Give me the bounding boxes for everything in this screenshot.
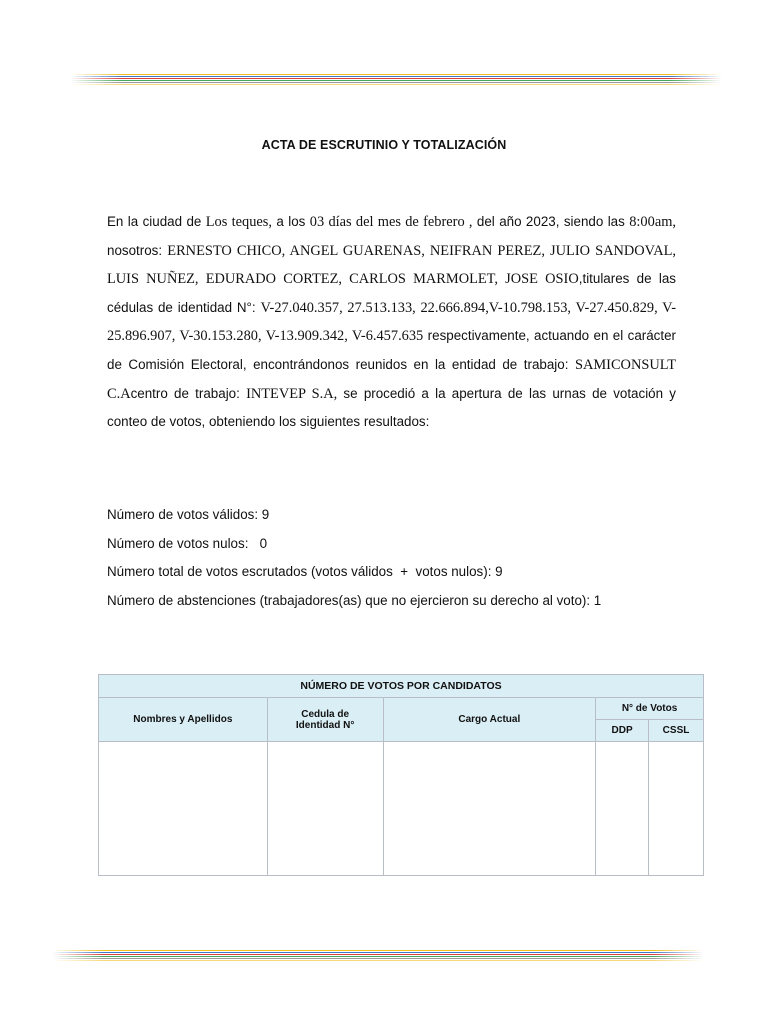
document-title: ACTA DE ESCRUTINIO Y TOTALIZACIÓN [261,138,507,152]
footer-decorative-stripes [52,950,704,964]
table-row [99,742,704,876]
null-votes-line: Número de votos nulos: 0 [107,535,268,551]
table-cell-id [267,742,383,876]
body-paragraph: En la ciudad de Los teques, a los 03 días del mes de febrero , del año 2023, siendo las 8:00am, nosotros: ERNESTO CHICO, ANGEL GUARENAS, NEIFRAN PEREZ, JULIO SANDOVAL, LUIS NUÑEZ, EDURADO CORTEZ, CARLOS MARMOLET, JOSE OSIO,titulares de las cédulas de identidad N°: V-27.040.357, 27.513.133, 22.666.894,V-10.798.153, V-27.450.829, V-25.896.907, V-30.153.280, V-13.909.342, V-6.457.635 respectivamente, actuando en el carácter de Comisión Electoral, encontrándonos reunidos en la entidad de trabajo: SAMICONSULT C.Acentro de trabajo: INTEVEP S.A, se procedió a la apertura de las urnas de votación y conteo de votos, obteniendo los siguientes resultados: [107,214,677,430]
table-title: NÚMERO DE VOTOS POR CANDIDATOS [99,675,704,698]
table-cell-names [99,742,268,876]
column-header-cssl: CSSL [649,720,704,742]
abstentions-line: Número de abstenciones (trabajadores(as) que no ejercieron su derecho al voto): 1 [107,592,602,608]
table-cell-role [383,742,596,876]
column-header-role: Cargo Actual [383,698,596,742]
votes-by-candidate-table [98,674,704,876]
total-votes-line: Número total de votos escrutados (votos válidos + votos nulos): 9 [107,564,503,579]
column-header-names: Nombres y Apellidos [99,698,268,742]
valid-votes-line: Número de votos válidos: 9 [107,507,270,522]
vote-summary [107,501,601,615]
column-header-id: Cedula de Identidad N° [267,698,383,742]
column-header-ddp: DDP [596,720,649,742]
table-cell-cssl [649,742,704,876]
table-cell-ddp [596,742,649,876]
header-decorative-stripes [70,74,722,88]
column-header-votes: N° de Votos [596,698,704,720]
